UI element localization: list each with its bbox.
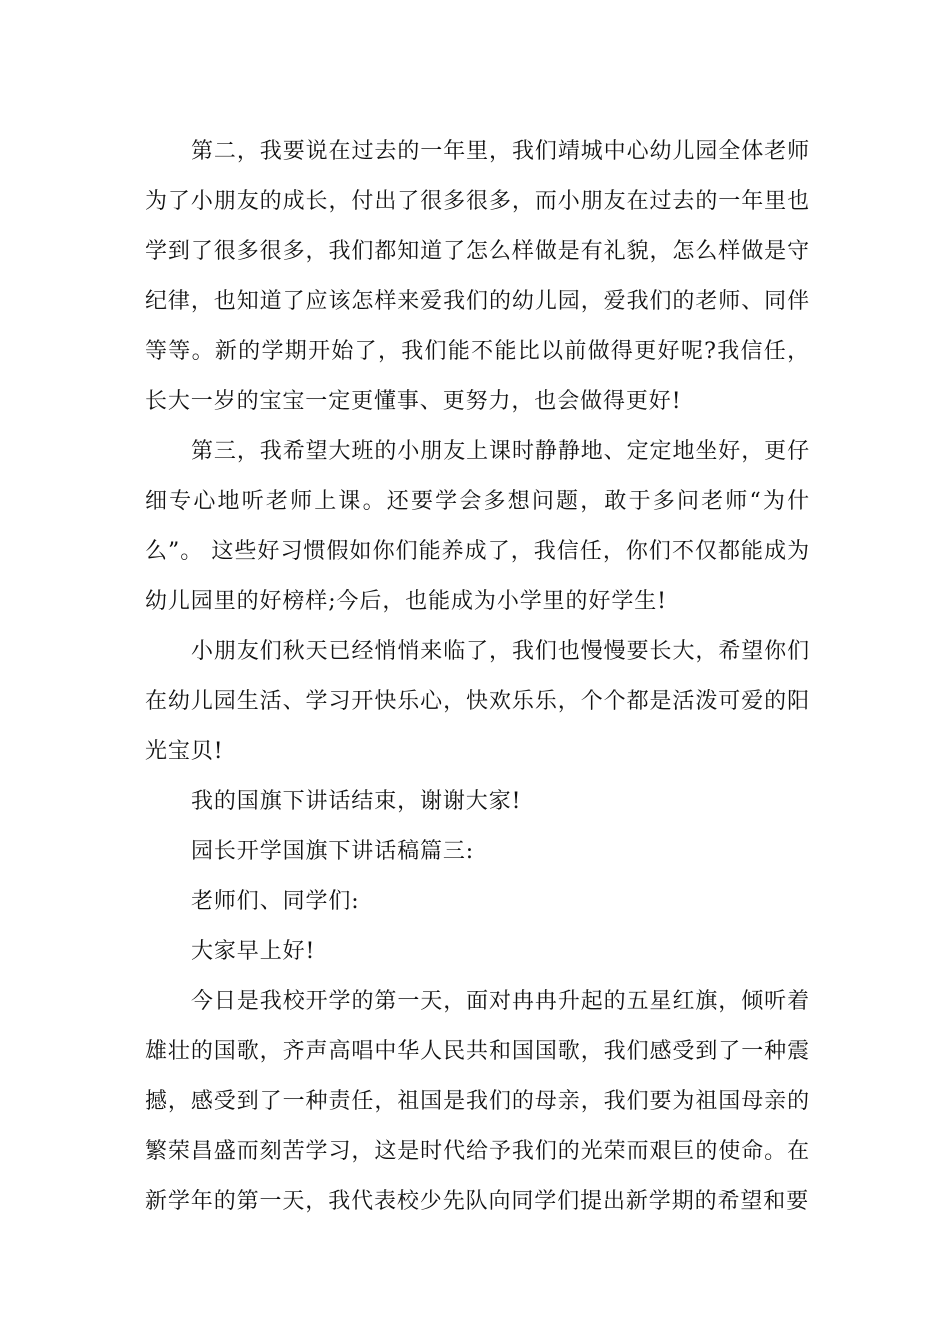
section-heading: 园长开学国旗下讲话稿篇三: (191, 839, 475, 864)
paragraph-autumn: 小朋友们秋天已经悄悄来临了，我们也慢慢要长大，希望你们在幼儿园生活、学习开快乐心，快欢乐乐，个个都是活泼可爱的阳光宝贝! (145, 639, 810, 764)
greeting: 大家早上好! (191, 939, 316, 964)
paragraph-second-point: 第二，我要说在过去的一年里，我们靖城中心幼儿园全体老师为了小朋友的成长，付出了很多很多，而小朋友在过去的一年里也学到了很多很多，我们都知道了怎么样做是有礼貌，怎么样做是守纪律，也知道了应该怎样来爱我们的幼儿园，爱我们的老师、同伴等等。新的学期开始了，我们能不能比以前做得更好呢?我信任，长大一岁的宝宝一定更懂事、更努力，也会做得更好! (145, 139, 810, 414)
document-body (145, 127, 810, 1227)
paragraph-opening-day: 今日是我校开学的第一天，面对冉冉升起的五星红旗，倾听着雄壮的国歌，齐声高唱中华人民共和国国歌，我们感受到了一种震撼，感受到了一种责任，祖国是我们的母亲，我们要为祖国母亲的繁荣昌盛而刻苦学习，这是时代给予我们的光荣而艰巨的使命。在新学年的第一天，我代表校少先队向同学们提出新学期的希望和要 (145, 989, 810, 1214)
paragraph-closing: 我的国旗下讲话结束，谢谢大家! (191, 789, 522, 814)
paragraph-third-point: 第三，我希望大班的小朋友上课时静静地、定定地坐好，更仔细专心地听老师上课。还要学会多想问题，敢于多问老师“为什么”。 这些好习惯假如你们能养成了，我信任，你们不仅都能成为幼儿园里的好榜样;今后，也能成为小学里的好学生! (145, 439, 810, 614)
salutation: 老师们、同学们: (191, 889, 360, 914)
